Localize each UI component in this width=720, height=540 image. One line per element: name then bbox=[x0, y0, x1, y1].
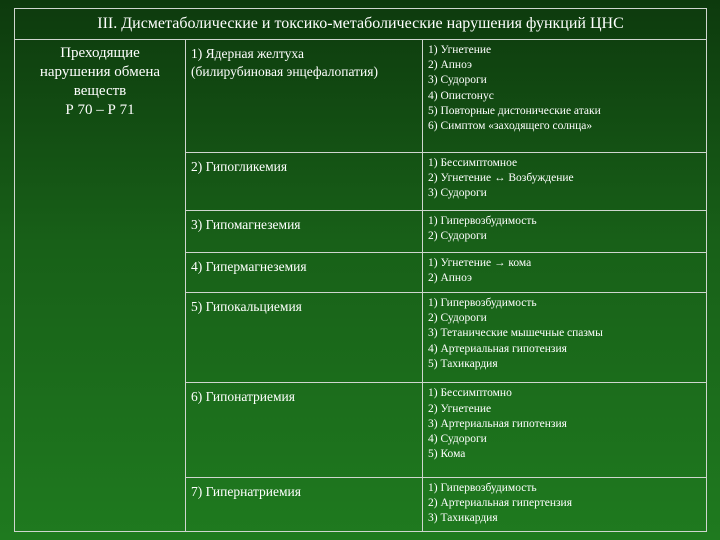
symptom-item: 5) Повторные дистонические атаки bbox=[428, 104, 601, 117]
symptoms-cell bbox=[423, 477, 707, 531]
symptom-item: 4) Опистонус bbox=[428, 89, 494, 102]
disorder-cell bbox=[186, 383, 423, 477]
disorder-cell bbox=[186, 152, 423, 210]
symptoms-cell bbox=[423, 40, 707, 152]
disorder-label: 3) Гипомагнеземия bbox=[191, 216, 301, 232]
symptom-item: 4) Судороги bbox=[428, 432, 487, 445]
table-row bbox=[15, 40, 707, 152]
symptom-item: 6) Симптом «заходящего солнца» bbox=[428, 119, 593, 132]
title-row bbox=[15, 9, 707, 40]
symptom-item: 2) Угнетение bbox=[428, 402, 492, 415]
category-line: Р 70 – Р 71 bbox=[65, 102, 135, 119]
disorder-cell bbox=[186, 252, 423, 292]
symptoms-cell bbox=[423, 152, 707, 210]
disorder-cell bbox=[186, 477, 423, 531]
symptoms-cell bbox=[423, 293, 707, 383]
symptom-item: 1) Гипервозбудимость bbox=[428, 297, 537, 310]
symptom-item: 3) Судороги bbox=[428, 74, 487, 87]
symptom-item: 3) Тетанические мышечные спазмы bbox=[428, 327, 603, 340]
symptom-item: 1) Бессимптомно bbox=[428, 387, 512, 400]
symptom-item: 5) Тахикардия bbox=[428, 357, 498, 370]
disorder-cell bbox=[186, 210, 423, 252]
symptom-item: 5) Кома bbox=[428, 448, 466, 461]
symptom-item: 3) Артериальная гипотензия bbox=[428, 417, 567, 430]
symptom-item: 1) Гипервозбудимость bbox=[428, 214, 537, 227]
symptom-item: 1) Гипервозбудимость bbox=[428, 481, 537, 494]
symptom-item: 1) Угнетение → кома bbox=[428, 256, 532, 269]
symptom-item: 1) Бессимптомное bbox=[428, 156, 518, 169]
slide-title: III. Дисметаболические и токсико-метаболические нарушения функций ЦНС bbox=[15, 9, 707, 40]
symptom-item: 2) Судороги bbox=[428, 229, 487, 242]
category-cell bbox=[15, 40, 186, 532]
category-line: нарушения обмена bbox=[39, 64, 161, 81]
category-line: Преходящие bbox=[60, 45, 140, 62]
symptoms-cell bbox=[423, 383, 707, 477]
symptoms-cell bbox=[423, 252, 707, 292]
disorder-cell bbox=[186, 40, 423, 152]
disorder-label: 7) Гипернатриемия bbox=[191, 483, 301, 499]
disorders-table bbox=[14, 8, 707, 532]
symptom-item: 2) Апноэ bbox=[428, 59, 472, 72]
disorder-label: 1) Ядерная желтуха bbox=[191, 46, 304, 62]
symptom-item: 3) Судороги bbox=[428, 186, 487, 199]
disorder-label: 6) Гипонатриемия bbox=[191, 389, 295, 405]
disorder-label: (билирубиновая энцефалопатия) bbox=[191, 63, 378, 79]
symptom-item: 2) Апноэ bbox=[428, 272, 472, 285]
disorder-label: 5) Гипокальциемия bbox=[191, 299, 302, 315]
symptom-item: 2) Судороги bbox=[428, 312, 487, 325]
symptom-item: 1) Угнетение bbox=[428, 44, 492, 57]
symptoms-cell bbox=[423, 210, 707, 252]
symptom-item: 4) Артериальная гипотензия bbox=[428, 342, 567, 355]
symptom-item: 2) Угнетение ↔ Возбуждение bbox=[428, 171, 574, 184]
disorder-label: 2) Гипогликемия bbox=[191, 158, 288, 174]
symptom-item: 2) Артериальная гипертензия bbox=[428, 496, 573, 509]
category-line: веществ bbox=[73, 83, 127, 100]
disorder-cell bbox=[186, 293, 423, 383]
symptom-item: 3) Тахикардия bbox=[428, 512, 498, 525]
disorder-label: 4) Гипермагнеземия bbox=[191, 258, 307, 274]
